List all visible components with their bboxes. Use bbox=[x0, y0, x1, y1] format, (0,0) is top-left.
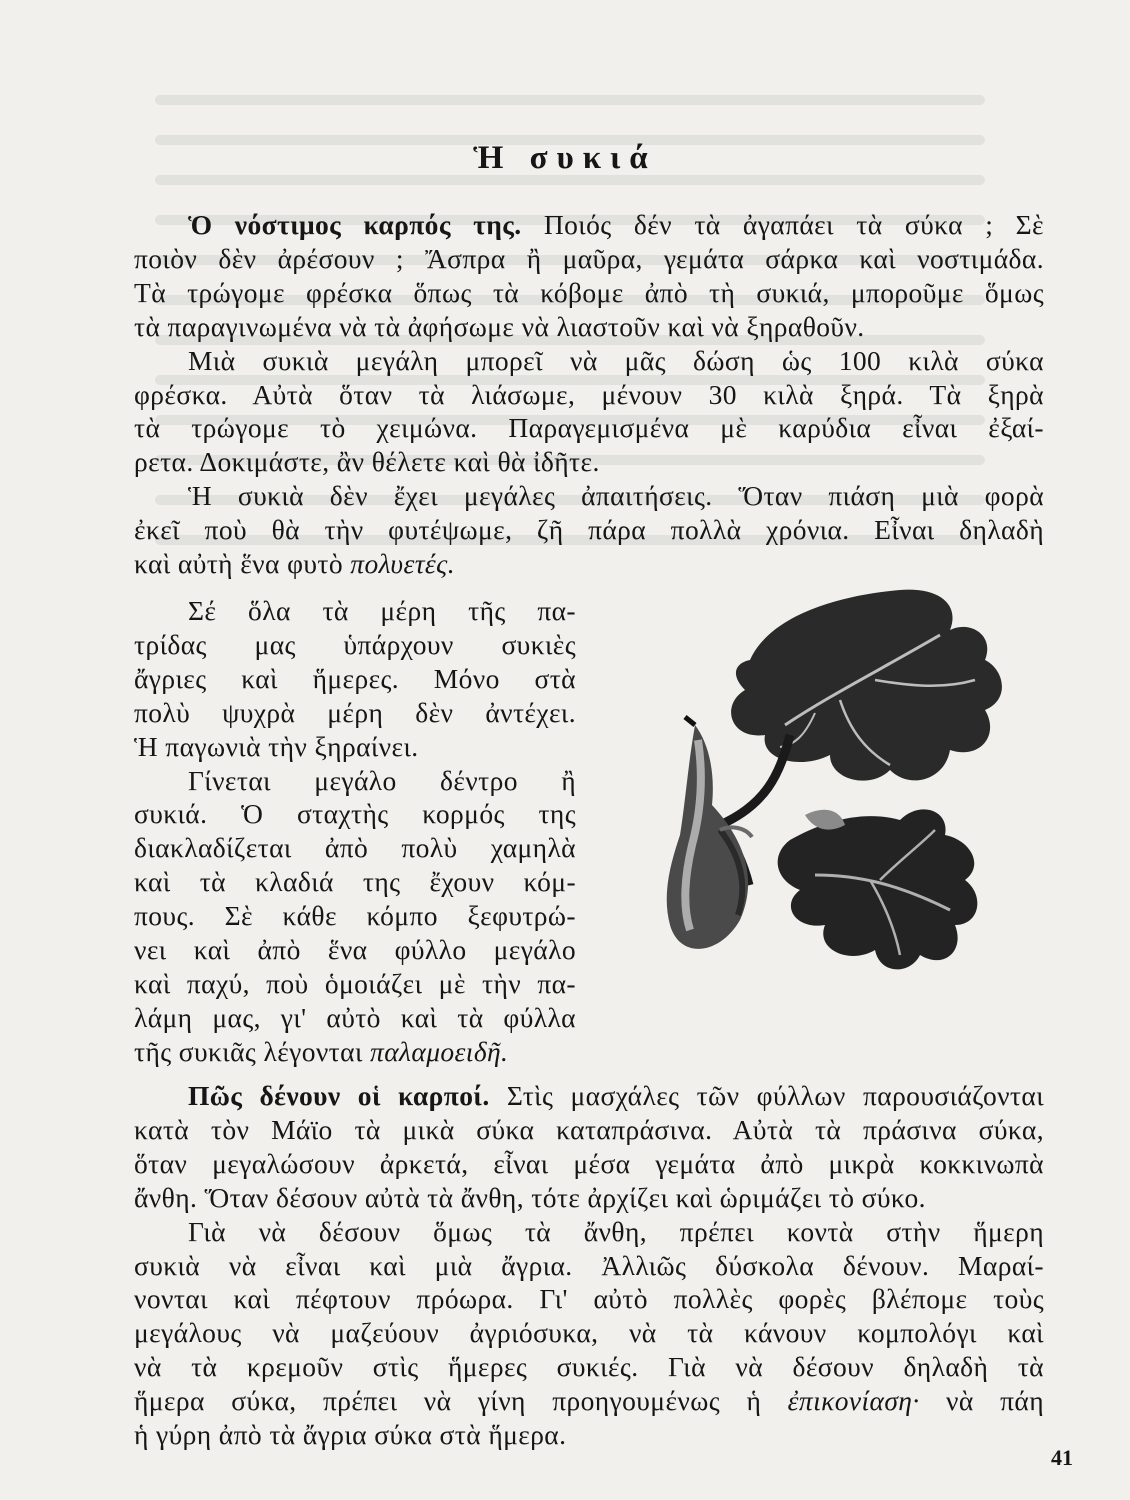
paragraph-line: καὶ τὰ κλαδιά της ἔχουν κόμ- bbox=[134, 866, 576, 898]
paragraph-line: συκιά. Ὁ σταχτὴς κορμός της bbox=[134, 798, 576, 830]
paragraph-line: Ἡ συκιὰ δὲν ἔχει μεγάλες ἀπαιτήσεις. Ὅταν πιάση μιὰ φορὰ bbox=[188, 480, 1044, 512]
column-text bbox=[134, 594, 576, 1069]
paragraph-line: νει καὶ ἀπὸ ἕνα φύλλο μεγάλο bbox=[134, 934, 576, 966]
paragraph-fruit bbox=[134, 208, 1044, 581]
paragraph-line: Ὁ νόστιμος καρπός της. Ποιός δέν τὰ ἀγαπάει τὰ σύκα ; Σὲ bbox=[188, 209, 1044, 240]
fig-illustration bbox=[600, 575, 1040, 1005]
paragraph-line: Πῶς δένουν οἱ καρποί. Στὶς μασχάλες τῶν φύλλων παρουσιάζονται bbox=[188, 1080, 1044, 1111]
italic-term: πολυετές. bbox=[350, 548, 456, 580]
paragraph-line: ρετα. Δοκιμάστε, ἂν θέλετε καὶ θὰ ἰδῆτε. bbox=[134, 446, 600, 478]
paragraph-line: συκιὰ νὰ εἶναι καὶ μιὰ ἄγρια. Ἀλλιῶς δύσκολα δένουν. Μαραί- bbox=[134, 1249, 1044, 1281]
fig-leaf-upper bbox=[731, 590, 1002, 781]
paragraph-line: ὅταν μεγαλώσουν ἀρκετά, εἶναι μέσα γεμάτα ἀπὸ μικρὰ κοκκινωπὰ bbox=[134, 1147, 1044, 1179]
section-heading: Πῶς δένουν οἱ καρποί. bbox=[188, 1080, 490, 1111]
paragraph-line: τὰ τρώγομε τὸ χειμώνα. Παραγεμισμένα μὲ καρύδια εἶναι ἐξαί- bbox=[134, 412, 1044, 444]
paragraph-line: Ἡ παγωνιὰ τὴν ξηραίνει. bbox=[134, 730, 419, 762]
paragraph-line: λάμη μας, γι' αὐτὸ καὶ τὰ φύλλα bbox=[134, 1001, 576, 1033]
paragraph-line: νονται καὶ πέφτουν πρόωρα. Γι' αὐτὸ πολλὲς φορὲς βλέπομε τοὺς bbox=[134, 1283, 1044, 1315]
paragraph-line: ἥμερα σύκα, πρέπει νὰ γίνη προηγουμένως ἡ ἐπικονίαση· νὰ πάη bbox=[134, 1385, 1044, 1417]
italic-term: ἐπικονίαση· bbox=[787, 1385, 920, 1417]
italic-term: παλαμοειδῆ. bbox=[370, 1035, 509, 1067]
paragraph-line: νὰ τὰ κρεμοῦν στὶς ἥμερες συκιές. Γιὰ νὰ δέσουν δηλαδὴ τὰ bbox=[134, 1351, 1044, 1383]
section-heading: Ὁ νόστιμος καρπός της. bbox=[188, 209, 522, 240]
paragraph-line: ἡ γύρη ἀπὸ τὰ ἄγρια σύκα στὰ ἥμερα. bbox=[134, 1419, 567, 1451]
paragraph-line: κατὰ τὸν Μάϊο τὰ μικὰ σύκα καταπράσινα. Αὐτὰ τὰ πράσινα σύκα, bbox=[134, 1113, 1044, 1145]
paragraph-line: φρέσκα. Αὐτὰ ὅταν τὰ λιάσωμε, μένουν 30 κιλὰ ξηρά. Τὰ ξηρὰ bbox=[134, 378, 1044, 410]
paragraph-line: Γιὰ νὰ δέσουν ὅμως τὰ ἄνθη, πρέπει κοντὰ στὴν ἥμερη bbox=[188, 1215, 1044, 1247]
page-number: 41 bbox=[1051, 1445, 1073, 1470]
paragraph-line: Τὰ τρώγομε φρέσκα ὅπως τὰ κόβομε ἀπὸ τὴ συκιά, μποροῦμε ὅμως bbox=[134, 276, 1044, 308]
paragraph-line: πολὺ ψυχρὰ μέρη δὲν ἀντέχει. bbox=[134, 696, 576, 728]
paragraph-line: Μιὰ συκιὰ μεγάλη μπορεῖ νὰ μᾶς δώση ὡς 100 κιλὰ σύκα bbox=[188, 344, 1044, 376]
paragraph-line: μεγάλους νὰ μαζεύουν ἀγριόσυκα, νὰ τὰ κάνουν κομπολόγι καὶ bbox=[134, 1317, 1044, 1349]
fig-leaf-lower bbox=[778, 809, 978, 969]
paragraph-line: ποιὸν δὲν ἀρέσουν ; Ἄσπρα ἢ μαῦρα, γεμάτα σάρκα καὶ νοστιμάδα. bbox=[134, 242, 1044, 274]
paragraph-line: τρίδας μας ὑπάρχουν συκιὲς bbox=[134, 628, 576, 660]
paragraph-pollination bbox=[134, 1079, 1044, 1452]
paragraph-line: τὰ παραγινωμένα νὰ τὰ ἀφήσωμε νὰ λιαστοῦν καὶ νὰ ξηραθοῦν. bbox=[134, 310, 865, 342]
paragraph-line: τῆς συκιᾶς λέγονται παλαμοειδῆ. bbox=[134, 1035, 509, 1067]
fig-fruit bbox=[667, 725, 748, 949]
page-title: Ἡ συκιά bbox=[473, 140, 657, 176]
paragraph-line: Σέ ὅλα τὰ μέρη τῆς πα- bbox=[188, 595, 576, 626]
paragraph-line: ἄγριες καὶ ἥμερες. Μόνο στὰ bbox=[134, 662, 576, 694]
paragraph-line: καὶ παχύ, ποὺ ὁμοιάζει μὲ τὴν πα- bbox=[134, 967, 576, 999]
paragraph-line: διακλαδίζεται ἀπὸ πολὺ χαμηλὰ bbox=[134, 832, 576, 864]
paragraph-line: ἐκεῖ ποὺ θὰ τὴν φυτέψωμε, ζῆ πάρα πολλὰ χρόνια. Εἶναι δηλαδὴ bbox=[134, 514, 1044, 546]
paragraph-line: ἄνθη. Ὅταν δέσουν αὐτὰ τὰ ἄνθη, τότε ἀρχίζει καὶ ὡριμάζει τὸ σύκο. bbox=[134, 1181, 926, 1213]
paragraph-line: Γίνεται μεγάλο δέντρο ἢ bbox=[188, 764, 576, 796]
paragraph-line: πους. Σὲ κάθε κόμπο ξεφυτρώ- bbox=[134, 900, 576, 932]
paragraph-line: καὶ αὐτὴ ἕνα φυτὸ πολυετές. bbox=[134, 548, 456, 580]
